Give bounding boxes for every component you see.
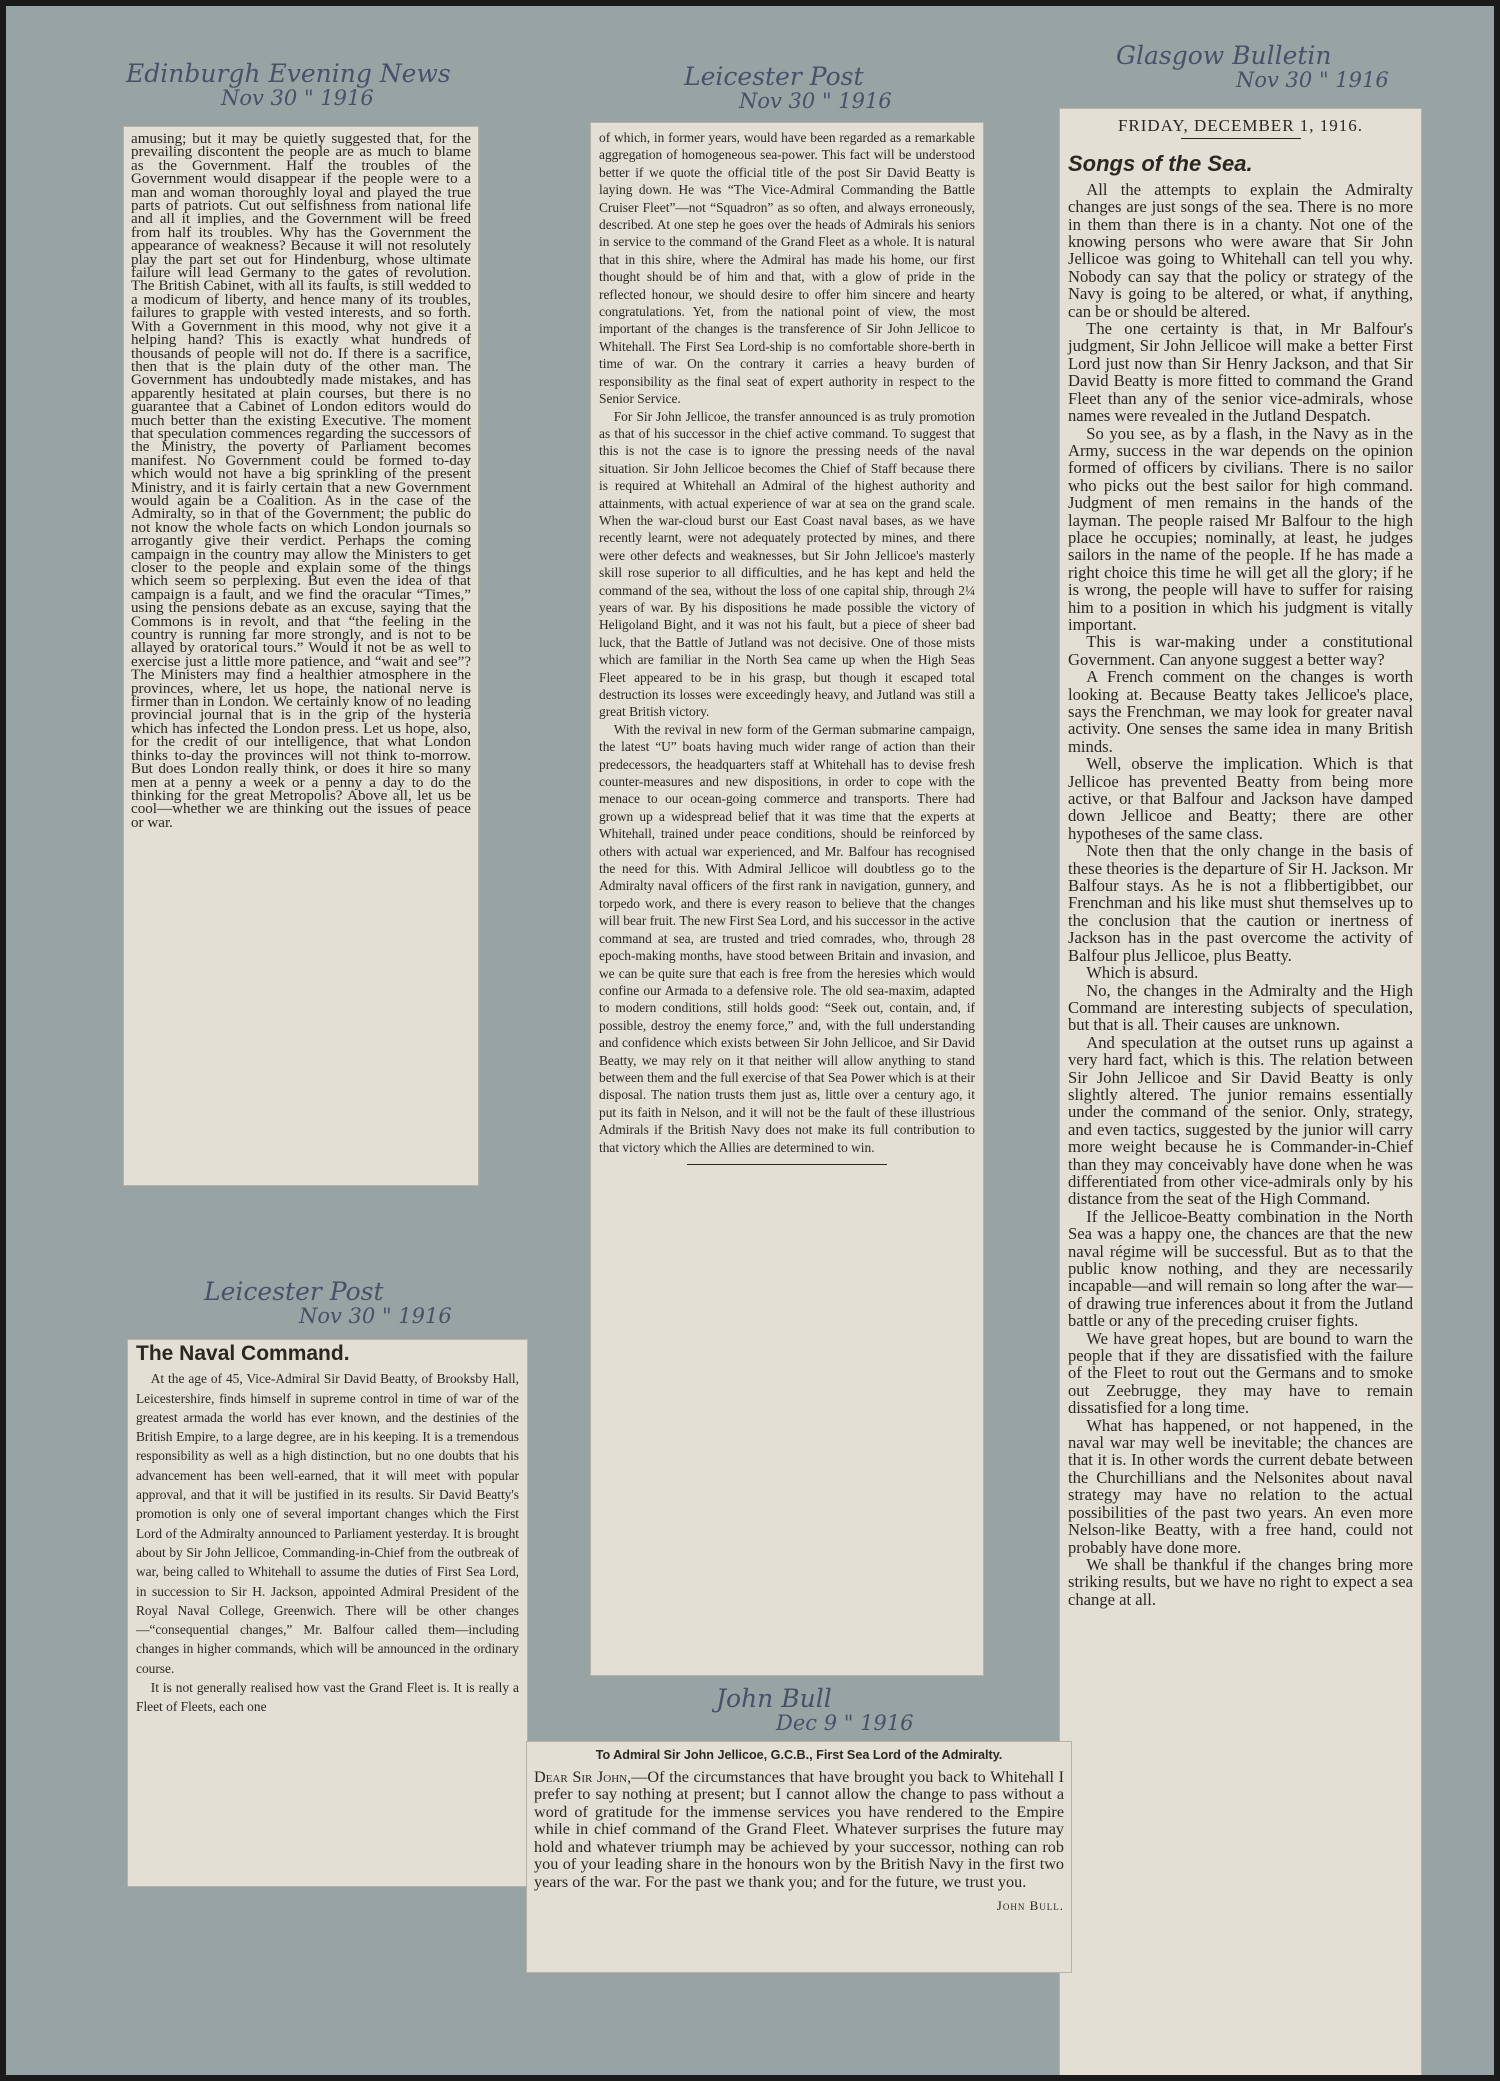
letter-text: —Of the circumstances that have brought you back to Whitehall I prefer to say nothing at present; but I cannot allow the change to pass without a word of gratitude for the immense services you have rendered to the Empire while in chief command of the Grand Fleet. Whatever surprises the future may hold and whatever triumph may be achieved by your successor, nothing can rob you of your leading share in the honours won by the British Navy in the first two years of the war. For the past we thank you; and for the future, we trust you. — [534, 1767, 1064, 1891]
annotation-date: Nov 30 " 1916 — [739, 89, 892, 114]
clipping-glasgow-bulletin — [1060, 109, 1421, 2075]
article-paragraph: With the revival in new form of the German submarine campaign, the latest “U” boats having much wider range of action than their predecessors, the headquarters staff at Whitehall has to devise fresh counter-measures and new dispositions, in order to cope with the menace to our ocean-going commerce and transports. There had grown up a widespread belief that it was time that the experts at Whitehall, trained under peace conditions, should be reinforced by others with actual war experienced, and Mr. Balfour has recognised the need for this. With Admiral Jellicoe will doubtless go to the Admiralty naval officers of the first rank in navigation, gunnery, and torpedo work, and there is every reason to believe that the changes will bear fruit. The new First Sea Lord, and his successor in the active command at sea, are trusted and tried comrades, who, through 28 epoch-making months, have stood between Britain and invasion, and we can be quite sure that each is free from the heresies which would confine our Armada to a defensive role. The old sea-maxim, adapted to modern conditions, still holds good: “Seek out, contain, and, if possible, destroy the enemy force,” and, with the full understanding and confidence which exists between Sir John Jellicoe, and Sir David Beatty, we may rely on it that neither will allow anything to stand between them and the full exercise of that Sea Power which is at their disposal. The nation trusts them just as, little over a century ago, it put its faith in Nelson, and it will not be the fault of these illustrious Admirals if the British Navy does not make its full contribution to that victory which the Allies are determined to win. — [599, 721, 975, 1155]
article-paragraph: So you see, as by a flash, in the Navy as in the Army, success in the war depends on the opinion formed of officers by civilians. There is no sailor who picks out the best sailor for high command. Judgment of men remains in the hands of the layman. The people raised Mr Balfour to the high place he occupies; nominally, at least, he judges sailors in the name of the people. If he has made a right choice this time he will get all the glory; if he is wrong, the people will have to suffer for raising him to a position in which his judgment is vitally important. — [1068, 423, 1413, 634]
divider-rule — [1181, 138, 1301, 147]
annotation-glasgow — [1116, 43, 1389, 91]
article-paragraph: A French comment on the changes is worth looking at. Because Beatty takes Jellicoe's place, says the Frenchman, we may look for greater naval activity. One senses the same idea in many British minds. — [1068, 667, 1413, 756]
article-paragraph: What has happened, or not happened, in the naval war may well be inevitable; the chances are that it is. In other words the current debate between the Churchillians and the Nelsonites about naval strategy may have no relation to the actual possibilities of the past two years. An even more Nelson-like Beatty, with a free hand, could not probably have done more. — [1068, 1415, 1413, 1557]
article-headline: Songs of the Sea. — [1068, 151, 1253, 177]
article-paragraph: For Sir John Jellicoe, the transfer announced is as truly promotion as that of his successor in the chief active command. To suggest that this is not the case is to ignore the pressing needs of the naval situation. Sir John Jellicoe becomes the Chief of Staff because there is required at Whitehall an Admiral of the highest authority and attainments, with actual experience of war at sea on the grand scale. When the war-cloud burst our East Coast naval bases, as we have recently learnt, were not adequately protected by mines, and there were other defects and weaknesses, but Sir John Jellicoe's masterly skill rose superior to all difficulties, and he has kept and held the command of the sea, without the loss of one capital ship, through 2¼ years of war. By his dispositions he made possible the victory of Heligoland Bight, and it was not his fault, but a piece of sheer bad luck, that the Battle of Jutland was not decisive. One of those mists which are familiar in the North Sea came up when the High Seas Fleet appeared to be in his grasp, but though it escaped total destruction its losses were exceedingly heavy, and Jutland was still a great British victory. — [599, 408, 975, 720]
article-paragraph: It is not generally realised how vast the Grand Fleet is. It is really a Fleet of Fleets, each one — [136, 1680, 519, 1715]
clipping-leicester-post-continued — [591, 123, 983, 1675]
letter-headline: To Admiral Sir John Jellicoe, G.C.B., First Sea Lord of the Admiralty. — [595, 1748, 1003, 1762]
clipping-john-bull — [527, 1742, 1071, 1972]
annotation-leicester-top — [684, 64, 892, 112]
article-body: amusing; but it may be quietly suggested that, for the prevailing discontent the people are as much to blame as the Government. Half the troubles of the Government would disappear if the people were to a man and woman thoroughly loyal and played the true parts of patriots. Cut out selfishness from national life and all it implies, and the Government will be freed from half its troubles. Why has the Government the appearance of weakness? Because it will not resolutely play the part set out for Hindenburg, whose ultimate failure will lead Germany to the gates of revolution. The British Cabinet, with all its faults, is still wedded to a modicum of liberty, and hence many of its troubles, failures to grapple with vested interests, and so forth. With a Government in this mood, why not give it a helping hand? This is exactly what hundreds of thousands of people will not do. If there is a sacrifice, then that is the plain duty of the other man. The Government has undoubtedly made mistakes, and has apparently hesitated at plain courses, but there is no guarantee that a Cabinet of London editors would do much better than the existing Executive. The moment that speculation commences regarding the successors of the Ministry, the poverty of Parliament becomes manifest. No Government could be formed to-day which would not have a big sprinkling of the present Ministry, and it is fairly certain that a new Government would again be a Coalition. As in the case of the Admiralty, so in that of the Government; the public do not know the whole facts on which London journals so arrogantly give their verdict. Perhaps the coming campaign in the country may allow the Ministers to get closer to the people and explain some of the things which seem so perplexing. But even the idea of that campaign is a fault, and we find the oracular “Times,” using the pensions debate as an excuse, saying that the Commons is in revolt, and that “the feeling in the country is running far more strongly, and is not to be allayed by oratorical tours.” Would it not be as well to exercise just a little more patience, and “wait and see”? The Ministers may find a healthier atmosphere in the provinces, where, let us hope, the national nerve is firmer than in London. We certainly know of no leading provincial journal that is in the grip of the hysteria which has infected the London press. Let us hope, also, for the credit of our intelligence, that what London thinks to-day the provinces will not think to-morrow. But does London really think, or does it hire so many men at a penny a week or a penny a day to do the thinking for the great Metropolis? Above all, let us be cool—whether we are thinking out the issues of peace or war. — [131, 131, 471, 831]
article-paragraph: The one certainty is that, in Mr Balfour's judgment, Sir John Jellicoe will make a better First Lord just now than Sir Henry Jackson, and that Sir David Beatty is more fitted to command the Grand Fleet than any of the senior vice-admirals, whose names were revealed in the Jutland Despatch. — [1068, 319, 1413, 426]
annotation-edinburgh — [126, 61, 451, 109]
article-paragraph: If the Jellicoe-Beatty combination in the North Sea was a happy one, the chances are that the new naval régime will be successful. But as to that the public know nothing, and they are necessarily incapable—and will remain so long after the war—of drawing true inferences about it from the Jutland battle or any of the preceding cruiser fights. — [1068, 1206, 1413, 1331]
article-paragraph: This is war-making under a constitutional Government. Can anyone suggest a better way? — [1068, 632, 1413, 669]
article-paragraph: At the age of 45, Vice-Admiral Sir David Beatty, of Brooksby Hall, Leicestershire, finds himself in supreme control in time of war of the greatest armada the world has ever known, and the destinies of the British Empire, to a large degree, are in his keeping. It is a tremendous responsibility as well as a high distinction, but no one doubts that his advancement has been well-earned, that it will meet with popular approval, and that it will be justified in its results. Sir David Beatty's promotion is only one of several important changes which the First Lord of the Admiralty announced to Parliament yesterday. It is brought about by Sir John Jellicoe, Commanding-in-Chief from the outbreak of war, being called to Whitehall to assume the duties of First Sea Lord, in succession to Sir H. Jackson, appointed Admiral President of the Royal Naval College, Greenwich. There will be other changes—“consequential changes,” Mr. Balfour called them—including changes in higher commands, which will be announced in the ordinary course. — [136, 1371, 519, 1676]
article-paragraph: All the attempts to explain the Admiralty changes are just songs of the sea. There is no more in them than there is in a chanty. Not one of the knowing persons who were aware that Sir John Jellicoe was going to Whitehall can tell you why. Nobody can say that the policy or strategy of the Navy is going to be altered, or what, if anything, can be or should be altered. — [1068, 179, 1413, 321]
article-paragraph: Well, observe the implication. Which is that Jellicoe has prevented Beatty from being more active, or that Balfour and Jackson have damped down Jellicoe and Beatty; there are other hypotheses of the same class. — [1068, 754, 1413, 843]
article-paragraph: No, the changes in the Admiralty and the High Command are interesting subjects of speculation, but that is all. Their causes are unknown. — [1068, 980, 1413, 1035]
article-headline: The Naval Command. — [136, 1342, 350, 1365]
annotation-john-bull — [716, 1686, 914, 1734]
annotation-date: Nov 30 " 1916 — [299, 1304, 452, 1329]
annotation-source: Edinburgh Evening News — [126, 59, 451, 88]
article-paragraph: Note then that the only change in the basis of these theories is the departure of Sir H. Jackson. Mr Balfour stays. As he is not a flibbertigibbet, our Frenchman and his like must shut themselves up to the conclusion that the caution or inertness of Jackson has in the past overcome the activity of Balfour plus Jellicoe, plus Beatty. — [1068, 841, 1413, 965]
annotation-leicester-bottom — [204, 1279, 452, 1327]
end-ornament — [687, 1164, 887, 1165]
letter-signature: John Bull. — [996, 1898, 1064, 1913]
article-paragraph: We shall be thankful if the changes bring more striking results, but we have no right to expect a sea change at all. — [1068, 1554, 1413, 1609]
article-body — [1068, 181, 1413, 1608]
annotation-source: Leicester Post — [204, 1277, 384, 1306]
clipping-naval-command — [128, 1340, 527, 1886]
article-paragraph: And speculation at the outset runs up against a very hard fact, which is this. The relation between Sir John Jellicoe and Sir David Beatty is only slightly altered. The junior remains essentially under the command of the senior. Only, strategy, and even tactics, suggested by the junior will carry more weight because he is Commander-in-Chief than they may conceivably have done when he was differentiated from other vice-admirals only by his distance from the seat of the High Command. — [1068, 1032, 1413, 1209]
scrapbook-page — [6, 6, 1494, 2075]
letter-body — [534, 1769, 1064, 1892]
annotation-date: Nov 30 " 1916 — [1236, 68, 1389, 93]
annotation-source: Glasgow Bulletin — [1116, 41, 1332, 70]
letter-salutation: Dear Sir John, — [534, 1767, 632, 1786]
article-paragraph: We have great hopes, but are bound to warn the people that if they are dissatisfied with the failure of the Fleet to rout out the Germans and to smoke out Zeebrugge, they may have to remain dissatisfied for a long time. — [1068, 1328, 1413, 1418]
dateline: FRIDAY, DECEMBER 1, 1916. — [1117, 116, 1364, 135]
clipping-edinburgh-evening-news — [124, 127, 478, 1185]
annotation-source: Leicester Post — [684, 62, 864, 91]
article-paragraph: of which, in former years, would have been regarded as a remarkable aggregation of homogeneous sea-power. This fact will be understood better if we quote the official title of the post Sir David Beatty is laying down. He was “The Vice-Admiral Commanding the Battle Cruiser Fleet”—not “Squadron” as so often, and always erroneously, described. At one step he goes over the heads of Admirals his seniors in service to the command of the Grand Fleet as a whole. It is natural that in this shire, where the Admiral has made his home, our first thought should be of him and that, with a glow of pride in the reflected honour, we should desire to offer him sincere and hearty congratulations. Yet, from the national point of view, the most important of the changes is the transference of Sir John Jellicoe to Whitehall. The First Sea Lord-ship is no comfortable shore-berth in time of war. On the contrary it carries a heavy burden of responsibility as the final seat of expert authority in respect to the Senior Service. — [599, 130, 975, 407]
annotation-date: Nov 30 " 1916 — [221, 86, 374, 111]
annotation-date: Dec 9 " 1916 — [776, 1711, 914, 1736]
annotation-source: John Bull — [716, 1684, 832, 1713]
article-paragraph: Which is absurd. — [1086, 963, 1199, 983]
